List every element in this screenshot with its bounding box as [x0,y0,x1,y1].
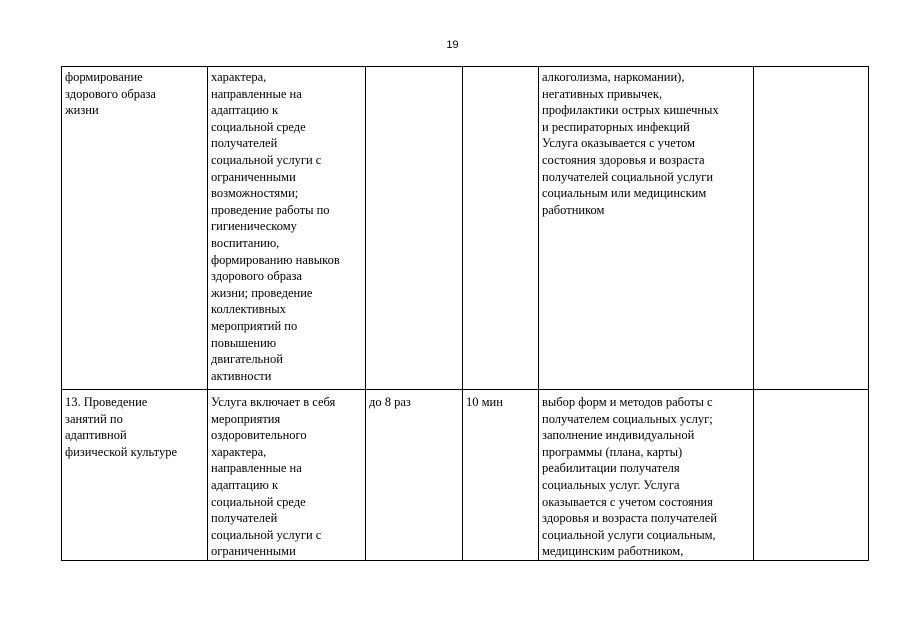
page-number: 19 [446,39,459,51]
service-content-cell: характера, направленные на адаптацию к социальной среде получателей социальной услуги с ограниченными возможностями; проведение работы по гигиеническому воспитанию, формированию навыков здорового образа жизни; проведение коллективных мероприятий по повышению двигательной активности [208,67,366,390]
service-content-cell: Услуга включает в себя мероприятия оздоровительного характера, направленные на адаптацию к социальной среде получателей социальной услуги с ограниченными [208,390,366,561]
services-table [61,66,869,561]
service-name-cell: формирование здорового образа жизни [62,67,208,390]
duration-cell [463,67,539,390]
service-name-cell: 13. Проведение занятий по адаптивной физической культуре [62,390,208,561]
frequency-cell [366,67,463,390]
duration-cell: 10 мин [463,390,539,561]
extra-cell [754,67,869,390]
conditions-cell: алкоголизма, наркомании), негативных привычек, профилактики острых кишечных и респираторных инфекций Услуга оказывается с учетом состояния здоровья и возраста получателей социальной услуги социальным или медицинским работником [539,67,754,390]
frequency-cell: до 8 раз [366,390,463,561]
conditions-cell: выбор форм и методов работы с получателем социальных услуг; заполнение индивидуальной программы (плана, карты) реабилитации получателя социальных услуг. Услуга оказывается с учетом состояния здоровья и возраста получателей социальной услуги социальным, медицинским работником, [539,390,754,561]
table-row [62,390,869,561]
table-row [62,67,869,390]
extra-cell [754,390,869,561]
